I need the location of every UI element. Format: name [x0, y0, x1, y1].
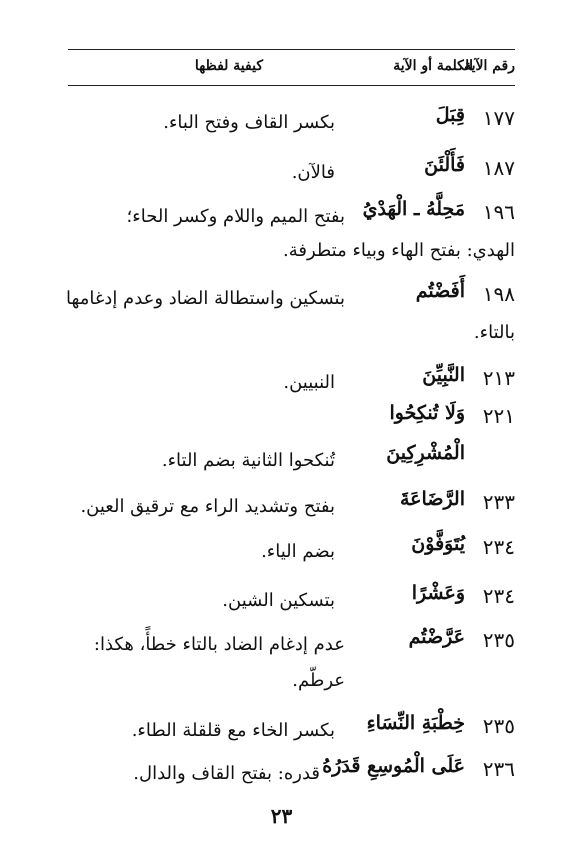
- header-word: الكلمة أو الآية: [393, 58, 473, 74]
- quran-word: عَرَّضْتُم: [408, 626, 465, 648]
- pronunciation-continued: بالتاء.: [473, 322, 515, 343]
- pronunciation: عدم إدغام الضاد بالتاء خطأً، هكذا:: [93, 634, 345, 655]
- verse-number: ٢٣٥: [482, 714, 515, 738]
- pronunciation: تُنكحوا الثانية بضم التاء.: [161, 450, 335, 471]
- verse-number: ٢٣٣: [482, 490, 515, 514]
- pronunciation: بتسكين واستطالة الضاد وعدم إدغامها: [65, 288, 345, 309]
- pronunciation: فالآن.: [291, 162, 335, 183]
- quran-word: النَّبِيِّنَ: [422, 364, 465, 386]
- pronunciation: بفتح الميم واللام وكسر الحاء؛: [126, 206, 345, 227]
- verse-number: ١٩٦: [482, 200, 515, 224]
- pronunciation: بتسكين الشين.: [222, 590, 335, 611]
- verse-number: ١٩٨: [482, 282, 515, 306]
- verse-number: ٢٣٦: [482, 757, 515, 781]
- quran-word: وَلَا تُنكِحُوا: [389, 402, 465, 424]
- verse-number: ١٧٧: [482, 106, 515, 130]
- pronunciation: بفتح وتشديد الراء مع ترقيق العين.: [80, 496, 335, 517]
- pronunciation-continued: عرطّم.: [292, 670, 345, 691]
- top-rule: [68, 49, 515, 50]
- verse-number: ٢١٣: [482, 366, 515, 390]
- verse-number: ٢٢١: [482, 404, 515, 428]
- pronunciation-continued: الهدي: بفتح الهاء وبياء متطرفة.: [283, 240, 515, 261]
- verse-number: ١٨٧: [482, 156, 515, 180]
- header-pronunciation: كيفية لفظها: [194, 58, 263, 74]
- verse-number: ٢٣٤: [482, 535, 515, 559]
- quran-word: الرَّضَاعَةَ: [400, 488, 465, 510]
- quran-word-continued: الْمُشْرِكِينَ: [386, 442, 465, 464]
- pronunciation: بضم الياء.: [261, 541, 335, 562]
- header-rule: [68, 85, 515, 86]
- quran-word: وَعَشْرًا: [411, 582, 465, 604]
- pronunciation: بكسر الخاء مع قلقلة الطاء.: [131, 720, 335, 741]
- quran-word: أَفَضْتُم: [415, 280, 465, 302]
- quran-word: قِبَلَ: [435, 104, 465, 126]
- pronunciation: النبيين.: [283, 372, 335, 393]
- pronunciation: بكسر القاف وفتح الباء.: [163, 112, 335, 133]
- verse-number: ٢٣٤: [482, 584, 515, 608]
- pronunciation: قدره: بفتح القاف والدال.: [133, 763, 320, 784]
- quran-word: عَلَى الْمُوسِعِ قَدَرُهُ: [322, 755, 465, 777]
- quran-word: مَحِلَّهُ ـ الْهَدْيُ: [362, 198, 465, 220]
- verse-number: ٢٣٥: [482, 628, 515, 652]
- quran-word: فَأَلْئَنَ: [424, 154, 465, 176]
- quran-word: خِطْبَةِ النِّسَاءِ: [366, 712, 465, 734]
- header-verse-number: رقم الآية: [464, 58, 515, 74]
- quran-word: يُتَوَفَّوْنَ: [411, 533, 465, 555]
- page-number: ٢٣: [270, 804, 293, 828]
